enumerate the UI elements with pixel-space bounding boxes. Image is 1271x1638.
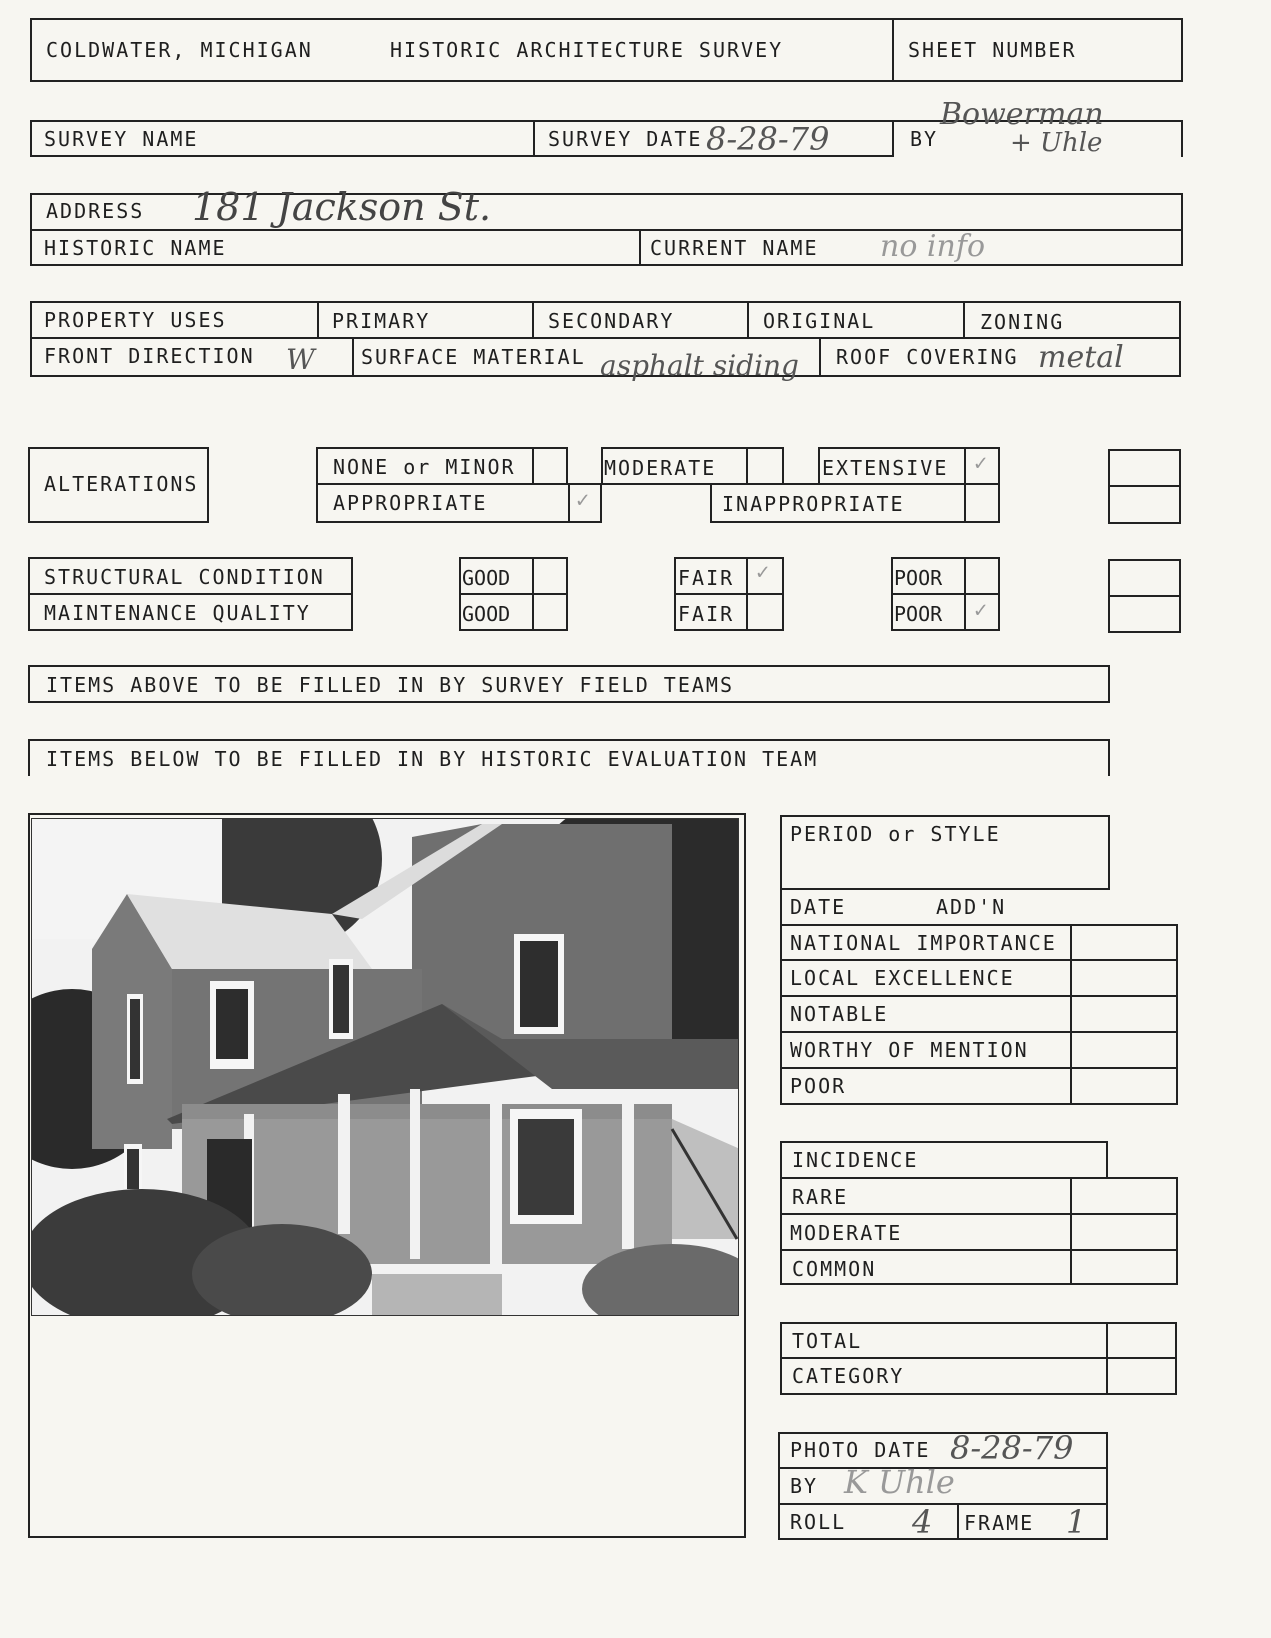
category-label: CATEGORY [792,1364,905,1388]
common-label: COMMON [792,1257,877,1281]
none-minor-label: NONE or MINOR [333,455,516,479]
survey-by-label: BY [910,127,939,151]
none-minor-check-divider [532,447,534,485]
items-above-note: ITEMS ABOVE TO BE FILLED IN BY SURVEY FIELD TEAMS [46,673,735,697]
inappropriate-check-divider [964,483,966,523]
appropriate-check-divider [568,483,570,523]
structural-fair-check: ✓ [756,560,770,585]
eval-score-divider [1070,924,1072,1104]
condition-score-divider [1108,595,1181,597]
local-excellence-label: LOCAL EXCELLENCE [790,966,1015,990]
structural-poor-label: POOR [894,566,943,590]
front-left-edge [30,337,32,377]
front-divider-2 [819,337,821,377]
items-below-top-line [28,739,1110,741]
sheet-number-label: SHEET NUMBER [908,38,1077,62]
roof-covering-value: metal [1038,340,1124,375]
worthy-of-mention-label: WORTHY OF MENTION [790,1038,1029,1062]
eval-line-worthy [780,1031,1178,1033]
total-label: TOTAL [792,1329,863,1353]
photo-date-label: PHOTO DATE [790,1438,931,1462]
photo-by-value: K Uhle [844,1463,955,1501]
current-name-label: CURRENT NAME [650,236,819,260]
front-right-edge [1179,337,1181,377]
eval-line-date [780,888,1110,890]
frame-value: 1 [1066,1503,1087,1541]
eval-top-line [780,815,1110,817]
address-label: ADDRESS [46,199,145,223]
extensive-label: EXTENSIVE [822,456,949,480]
maintenance-poor-label: POOR [894,602,943,626]
structural-condition-label: STRUCTURAL CONDITION [44,565,325,589]
uses-divider-1 [317,301,319,339]
poor-check-divider [964,557,966,631]
date-label: DATE [790,895,847,919]
current-name-divider [639,229,641,266]
fair-divider [674,593,784,595]
good-divider [459,593,568,595]
original-label: ORIGINAL [763,309,876,333]
uses-divider-4 [963,301,965,339]
notable-label: NOTABLE [790,1002,889,1026]
address-left-edge [30,193,32,266]
alterations-label: ALTERATIONS [44,472,199,496]
structural-fair-label: FAIR [678,566,735,590]
addn-label: ADD'N [936,895,1007,919]
total-score-divider [1106,1322,1108,1395]
items-below-note: ITEMS BELOW TO BE FILLED IN BY HISTORIC EVALUATION TEAM [46,747,819,771]
roof-covering-label: ROOF COVERING [836,345,1019,369]
house-photo [31,818,739,1316]
property-uses-label: PROPERTY USES [44,308,227,332]
secondary-label: SECONDARY [548,309,675,333]
survey-divider-2 [892,120,894,157]
incidence-score-divider [1070,1177,1072,1284]
incidence-line-common [780,1249,1178,1251]
total-category-divider [780,1357,1177,1359]
poor-divider [891,593,1000,595]
appropriate-label: APPROPRIATE [333,491,488,515]
header-divider [892,18,894,82]
maintenance-good-label: GOOD [462,602,511,626]
uses-divider-2 [532,301,534,339]
front-direction-value: W [286,343,315,376]
rare-label: RARE [792,1185,849,1209]
address-bottom-line [30,264,1183,266]
primary-label: PRIMARY [332,309,431,333]
address-value: 181 Jackson St. [192,185,492,229]
city-label: COLDWATER, MICHIGAN [46,38,313,62]
form-title: HISTORIC ARCHITECTURE SURVEY [390,38,784,62]
incidence-top-line [780,1141,1108,1143]
photo-info-line-2 [778,1503,1108,1505]
incidence-line-rare [780,1177,1178,1179]
appropriate-check-mark: ✓ [576,488,590,513]
survey-date-label: SURVEY DATE [548,127,703,151]
eval-line-local [780,959,1178,961]
front-direction-label: FRONT DIRECTION [44,344,255,368]
eval-line-notable [780,995,1178,997]
roll-frame-divider [957,1503,959,1540]
survey-date-value: 8-28-79 [706,120,830,158]
condition-label-divider [28,593,353,595]
fair-check-divider [746,557,748,631]
address-right-edge [1181,193,1183,266]
roll-value: 4 [912,1503,933,1541]
house-illustration [32,819,739,1316]
eval-score-right-edge [1176,924,1178,1104]
extensive-check-divider [964,447,966,485]
front-divider-1 [352,337,354,377]
incidence-label: INCIDENCE [792,1148,919,1172]
survey-right-edge [1181,120,1183,157]
incidence-score-right-edge [1176,1177,1178,1284]
incidence-moderate-label: MODERATE [790,1221,903,1245]
extensive-check-mark: ✓ [974,451,988,476]
national-importance-label: NATIONAL IMPORTANCE [790,931,1057,955]
inappropriate-label: INAPPROPRIATE [722,492,905,516]
eval-bottom-line [780,1103,1178,1105]
photo-by-label: BY [790,1474,819,1498]
surface-material-label: SURFACE MATERIAL [361,345,586,369]
survey-divider-1 [533,120,535,157]
eval-poor-label: POOR [790,1074,847,1098]
incidence-right-edge-upper [1106,1141,1108,1178]
current-name-value: no info [880,229,985,264]
frame-label: FRAME [964,1511,1035,1535]
maintenance-poor-check: ✓ [974,598,988,623]
surface-material-value: asphalt siding [600,349,799,382]
moderate-check-divider [746,447,748,485]
uses-divider-3 [747,301,749,339]
maintenance-quality-label: MAINTENANCE QUALITY [44,601,311,625]
good-check-divider [532,557,534,631]
eval-line-national [780,924,1178,926]
items-below-left-edge [28,739,30,776]
survey-left-edge [30,120,32,157]
period-style-label: PERIOD or STYLE [790,822,1001,846]
survey-by-value-1: Bowerman [940,97,1104,132]
historic-name-label: HISTORIC NAME [44,236,227,260]
photo-date-value: 8-28-79 [950,1429,1074,1467]
alterations-score-divider [1108,485,1181,487]
incidence-line-moderate [780,1213,1178,1215]
eval-right-edge-upper [1108,815,1110,890]
zoning-label: ZONING [980,310,1065,334]
eval-line-poor [780,1067,1178,1069]
moderate-label: MODERATE [604,456,717,480]
items-below-right-edge [1108,739,1110,776]
address-mid-line [30,229,1183,231]
survey-name-label: SURVEY NAME [44,127,199,151]
incidence-bottom-line [780,1283,1178,1285]
survey-by-value-2: + Uhle [1010,128,1103,158]
roll-label: ROLL [790,1510,847,1534]
structural-good-label: GOOD [462,566,511,590]
maintenance-fair-label: FAIR [678,602,735,626]
